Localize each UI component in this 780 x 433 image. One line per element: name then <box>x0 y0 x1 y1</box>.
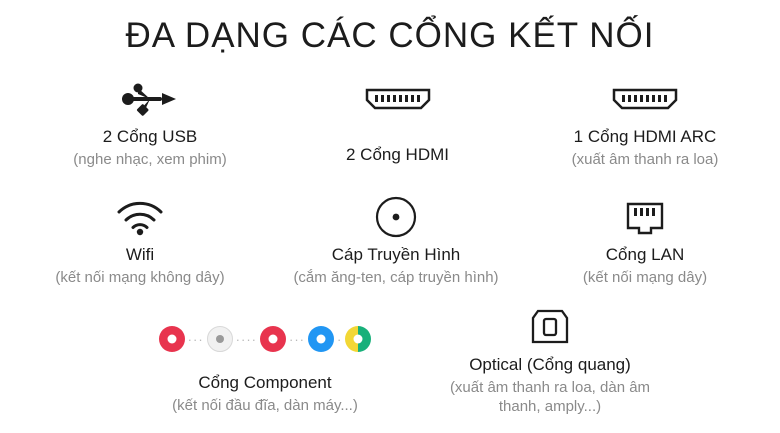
item-lan <box>530 196 760 288</box>
item-antenna <box>265 196 527 288</box>
item-sublabel: (kết nối mạng không dây) <box>55 269 225 286</box>
item-optical <box>400 306 700 416</box>
item-sublabel: (kết nối đầu đĩa, dàn máy...) <box>172 397 358 414</box>
hdmi-port-icon <box>290 78 505 120</box>
item-label: Optical (Cổng quang) <box>469 355 631 374</box>
hdmi-arc-port-icon <box>520 78 770 120</box>
item-hdmi-arc <box>520 78 770 170</box>
item-sublabel: (cắm ăng-ten, cáp truyền hình) <box>293 269 499 286</box>
item-label: Cổng Component <box>198 373 332 392</box>
dot-yellow-green <box>345 326 371 352</box>
item-label: Cổng LAN <box>605 245 685 264</box>
dot-separator: ··· <box>288 331 305 347</box>
dot-red-1 <box>159 326 185 352</box>
dot-red-2 <box>260 326 286 352</box>
usb-icon <box>20 78 280 120</box>
item-wifi <box>10 196 270 288</box>
coaxial-antenna-icon <box>265 196 527 238</box>
dot-white <box>207 326 233 352</box>
item-label: Cáp Truyền Hình <box>331 245 461 264</box>
wifi-icon <box>10 196 270 238</box>
dot-blue <box>308 326 334 352</box>
component-connectors-icon <box>110 318 420 360</box>
item-hdmi <box>290 78 505 168</box>
item-label: Wifi <box>125 245 155 264</box>
dot-separator: · <box>336 331 343 347</box>
item-label: 1 Cổng HDMI ARC <box>573 127 717 146</box>
item-component <box>110 318 420 416</box>
optical-port-icon <box>400 306 700 348</box>
item-sublabel: (nghe nhạc, xem phim) <box>73 151 227 168</box>
page-title: ĐA DẠNG CÁC CỔNG KẾT NỐI <box>125 16 655 55</box>
item-sublabel: (xuất âm thanh ra loa, dàn âm thanh, amply...) <box>449 379 651 415</box>
dot-separator: ···· <box>235 331 257 347</box>
item-label: 2 Cổng USB <box>102 127 198 146</box>
item-label: 2 Cổng HDMI <box>346 145 449 164</box>
dot-separator: ··· <box>187 331 204 347</box>
item-sublabel: (xuất âm thanh ra loa) <box>571 151 719 168</box>
item-sublabel: (kết nối mạng dây) <box>582 269 708 286</box>
item-usb <box>20 78 280 170</box>
lan-port-icon <box>530 196 760 238</box>
